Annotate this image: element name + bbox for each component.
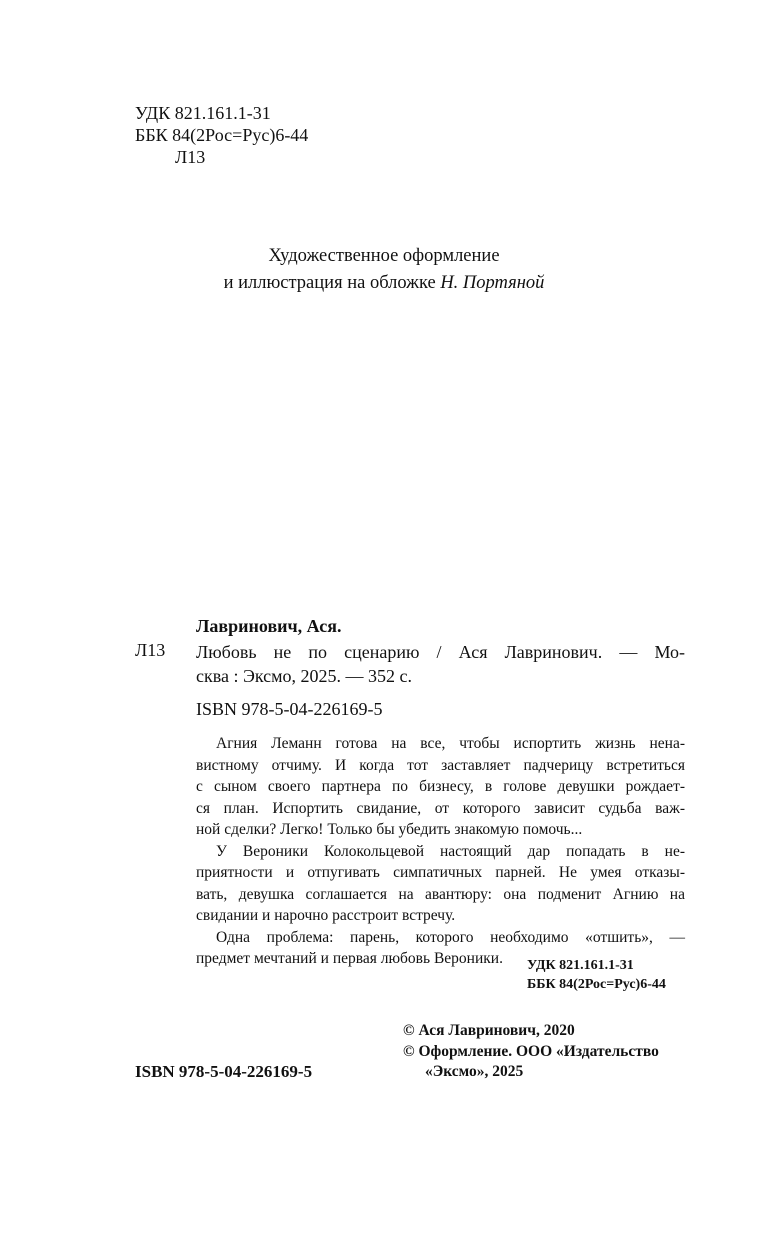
footer-isbn: ISBN 978-5-04-226169-5 <box>135 1062 313 1081</box>
copyright-line-1: © Ася Лавринович, 2020 <box>403 1022 575 1039</box>
udk-code: УДК 821.161.1-31 <box>135 103 271 123</box>
copyright-block <box>403 1021 659 1083</box>
annotation-line: Агния Леманн готова на все, чтобы испортить жизнь нена- <box>216 735 685 752</box>
illustration-credits <box>0 243 768 297</box>
annotation-line: ной сделки? Легко! Только бы убедить знакомую помочь... <box>196 821 583 838</box>
catalog-line-2: сква : Эксмо, 2025. — 352 с. <box>196 666 413 686</box>
catalog-author: Лавринович, Ася. <box>196 616 342 636</box>
artist-name: Н. Портяной <box>440 273 545 293</box>
credits-line-2 <box>0 270 768 297</box>
catalog-code: Л13 <box>135 640 166 660</box>
catalog-isbn: ISBN 978-5-04-226169-5 <box>196 699 383 719</box>
annotation-line: свидании и нарочно расстроит встречу. <box>196 907 456 924</box>
annotation-line: предмет мечтаний и первая любовь Вероники. <box>196 950 503 967</box>
annotation-line: ся план. Испортить свидание, от которого зависит судьба важ- <box>196 799 685 817</box>
annotation <box>196 733 685 970</box>
catalog-line-1: Любовь не по сценарию / Ася Лавринович. — Мо- <box>196 642 685 662</box>
footer-bbk: ББК 84(2Рос=Рус)6-44 <box>527 977 666 992</box>
annotation-line: вистному отчиму. И когда тот заставляет падчерицу встретиться <box>196 756 685 774</box>
footer-udk: УДК 821.161.1-31 <box>527 958 634 973</box>
annotation-line: приятности и отпугивать симпатичных парней. Не умея отказы- <box>196 864 685 881</box>
footer-codes <box>527 956 666 994</box>
annotation-line: Одна проблема: парень, которого необходимо «отшить», — <box>216 928 685 946</box>
copyright-line-2: © Оформление. ООО «Издательство <box>403 1042 659 1060</box>
author-sign-code: Л13 <box>175 147 206 167</box>
bbk-code: ББК 84(2Рос=Рус)6-44 <box>135 125 309 145</box>
catalog-description <box>196 640 685 688</box>
annotation-line: с сыном своего партнера по бизнесу, в голове девушки рождает- <box>196 778 685 795</box>
annotation-line: У Вероники Колокольцевой настоящий дар попадать в не- <box>216 842 685 860</box>
credits-line-1: Художественное оформление <box>268 246 500 266</box>
copyright-line-3: «Эксмо», 2025 <box>425 1063 524 1080</box>
credits-prefix: и иллюстрация на обложке <box>223 273 436 293</box>
classification-codes <box>135 102 308 168</box>
annotation-line: вать, девушка соглашается на авантюру: она подменит Агнию на <box>196 885 685 903</box>
